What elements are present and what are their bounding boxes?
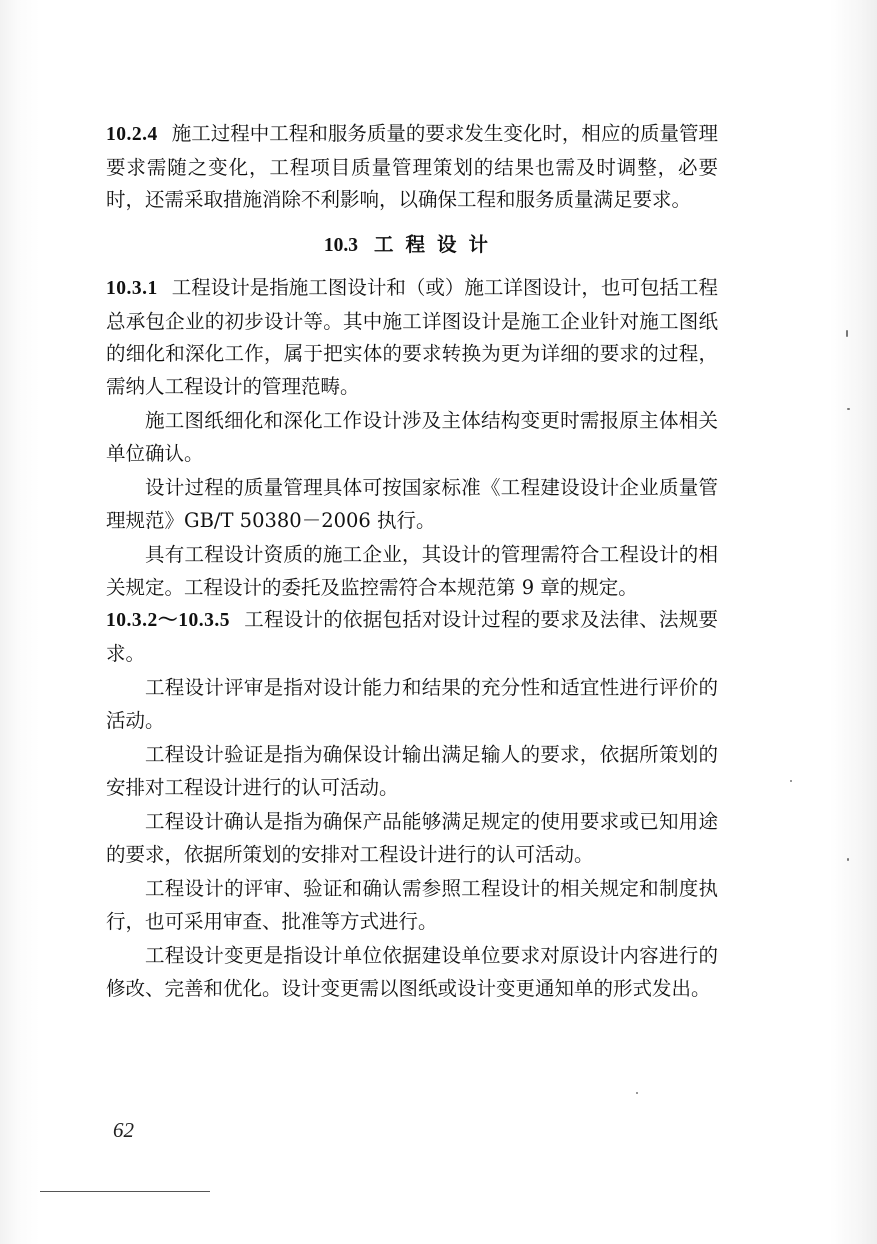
paragraph-review-methods: 工程设计的评审、验证和确认需参照工程设计的相关规定和制度执行，也可采用审查、批准等方式进行。	[106, 877, 718, 933]
clause-10-2-4	[106, 118, 718, 217]
page-body	[106, 118, 718, 1005]
paragraph-design-validation: 工程设计确认是指为确保产品能够满足规定的使用要求或已知用途的要求，依据所策划的安排对工程设计进行的认可活动。	[106, 810, 718, 866]
clause-text: 工程设计是指施工图设计和（或）施工详图设计，也可包括工程总承包企业的初步设计等。其中施工详图设计是施工企业针对施工图纸的细化和深化工作，属于把实体的要求转换为更为详细的要求的过程，需纳人工程设计的管理范畴。	[106, 276, 718, 398]
scan-speck	[636, 1092, 638, 1094]
scan-speck	[847, 858, 849, 861]
paragraph-design-standard: 设计过程的质量管理具体可按国家标准《工程建设设计企业质量管理规范》GB/T 50380－2006 执行。	[106, 476, 718, 532]
section-title: 工程设计	[374, 232, 501, 256]
clause-text: 工程设计的依据包括对设计过程的要求及法律、法规要求。	[106, 608, 718, 665]
paragraph-design-verification: 工程设计验证是指为确保设计输出满足输人的要求，依据所策划的安排对工程设计进行的认可活动。	[106, 743, 718, 799]
clause-10-3-1	[106, 272, 718, 403]
clause-10-3-2-to-10-3-5	[106, 604, 718, 670]
page-number: 62	[113, 1118, 134, 1142]
scan-speck	[790, 780, 792, 782]
paragraph-structure-change: 施工图纸细化和深化工作设计涉及主体结构变更时需报原主体相关单位确认。	[106, 409, 718, 465]
clause-number: 10.2.4	[106, 124, 158, 145]
section-number: 10.3	[323, 234, 359, 256]
scan-speck	[847, 408, 850, 410]
scan-speck	[846, 330, 848, 337]
paragraph-design-change: 工程设计变更是指设计单位依据建设单位要求对原设计内容进行的修改、完善和优化。设计变更需以图纸或设计变更通知单的形式发出。	[106, 944, 718, 1000]
clause-number: 10.3.1	[106, 278, 158, 299]
clause-text: 施工过程中工程和服务质量的要求发生变化时，相应的质量管理要求需随之变化，工程项目质量管理策划的结果也需及时调整，必要时，还需采取措施消除不利影响，以确保工程和服务质量满足要求。	[106, 122, 718, 211]
paragraph-design-review: 工程设计评审是指对设计能力和结果的充分性和适宜性进行评价的活动。	[106, 676, 718, 732]
footer-rule	[40, 1191, 210, 1192]
paragraph-design-qualification: 具有工程设计资质的施工企业，其设计的管理需符合工程设计的相关规定。工程设计的委托及监控需符合本规范第 9 章的规定。	[106, 543, 718, 599]
section-heading	[106, 229, 718, 263]
clause-number: 10.3.2～10.3.5	[106, 610, 230, 631]
